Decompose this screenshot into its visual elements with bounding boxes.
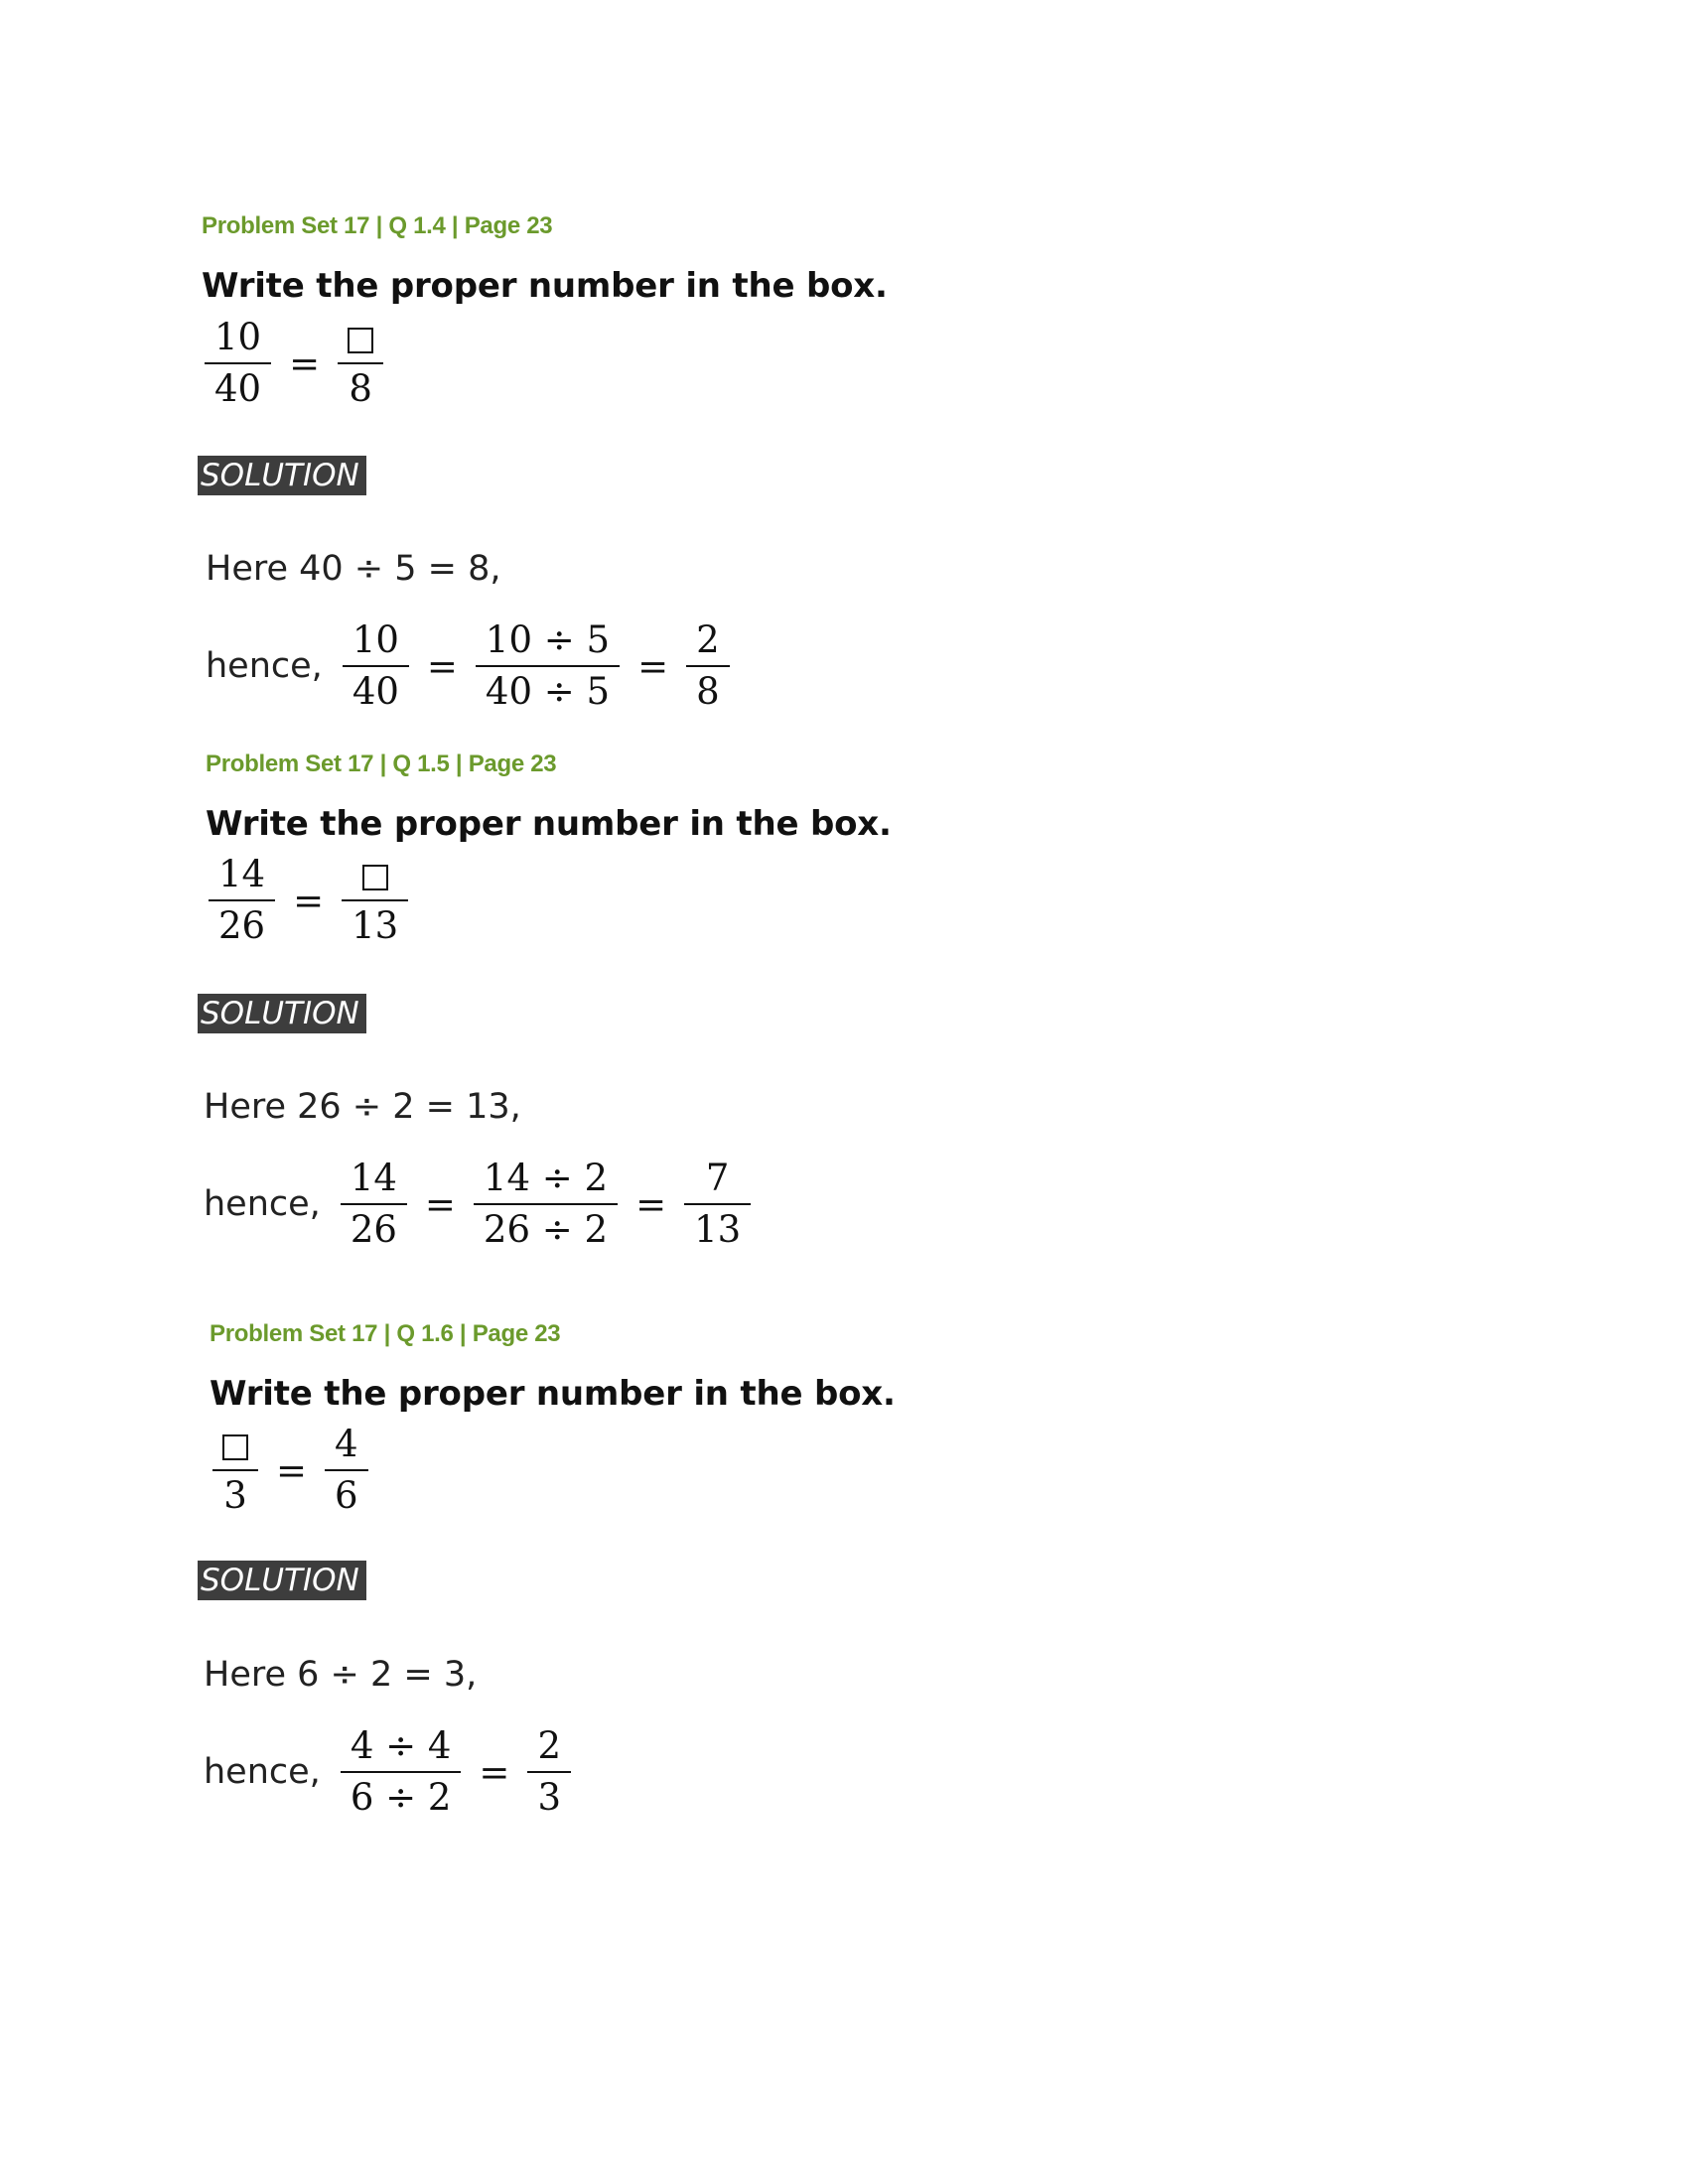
fraction: $\frac{7}{13}$	[684, 1154, 751, 1255]
question-text: Write the proper number in the box.	[210, 1374, 896, 1414]
fraction: $\frac{2}{3}$	[527, 1721, 571, 1823]
given-equation	[199, 313, 389, 414]
solution-label: SOLUTION	[198, 456, 366, 495]
fraction: $\frac{10}{40}$	[343, 615, 409, 717]
problem-meta: Problem Set 17 | Q 1.4 | Page 23	[202, 212, 553, 239]
equals-sign: =	[293, 879, 325, 922]
fraction: $\frac{14 \div 2}{26 \div 2}$	[474, 1154, 618, 1255]
fraction: $\frac{10}{40}$	[205, 313, 271, 414]
hence-equation: hence, $\frac{10}{40}$ = $\frac{10 \div 5}{40 \div 5}$ = $\frac{2}{8}$	[206, 615, 736, 717]
answer-box-icon	[222, 1434, 248, 1460]
fraction: $\frac{4}{6}$	[325, 1420, 368, 1521]
equals-sign: =	[479, 1750, 510, 1794]
equals-sign: =	[289, 341, 321, 385]
solution-step: Here 6 ÷ 2 = 3,	[204, 1655, 478, 1695]
equals-sign: =	[635, 1182, 667, 1226]
solution-step: Here 26 ÷ 2 = 13,	[204, 1087, 521, 1127]
fraction: $\frac{14}{26}$	[209, 850, 275, 951]
given-equation	[207, 1420, 374, 1521]
equals-sign: =	[424, 1182, 456, 1226]
question-text: Write the proper number in the box.	[202, 266, 888, 306]
given-equation	[203, 850, 414, 951]
fraction: 13	[342, 850, 408, 951]
solution-label: SOLUTION	[198, 1561, 366, 1600]
answer-box-icon	[362, 865, 388, 890]
equals-sign: =	[276, 1448, 308, 1492]
answer-box-icon	[348, 328, 373, 353]
problem-meta: Problem Set 17 | Q 1.6 | Page 23	[210, 1320, 561, 1347]
equals-sign: =	[426, 644, 458, 688]
question-text: Write the proper number in the box.	[206, 804, 892, 844]
hence-equation: hence, $\frac{4 \div 4}{6 \div 2}$ = $\frac{2}{3}$	[204, 1721, 577, 1823]
fraction: 8	[338, 313, 383, 414]
fraction: $\frac{2}{8}$	[686, 615, 730, 717]
solution-step: Here 40 ÷ 5 = 8,	[206, 549, 501, 589]
problem-meta: Problem Set 17 | Q 1.5 | Page 23	[206, 751, 557, 777]
fraction: 3	[212, 1420, 258, 1521]
equals-sign: =	[637, 644, 669, 688]
fraction: $\frac{14}{26}$	[341, 1154, 407, 1255]
fraction: $\frac{10 \div 5}{40 \div 5}$	[476, 615, 620, 717]
hence-equation: hence, $\frac{14}{26}$ = $\frac{14 \div 2}{26 \div 2}$ = $\frac{7}{13}$	[204, 1154, 757, 1255]
fraction: $\frac{4 \div 4}{6 \div 2}$	[341, 1721, 462, 1823]
solution-label: SOLUTION	[198, 994, 366, 1033]
